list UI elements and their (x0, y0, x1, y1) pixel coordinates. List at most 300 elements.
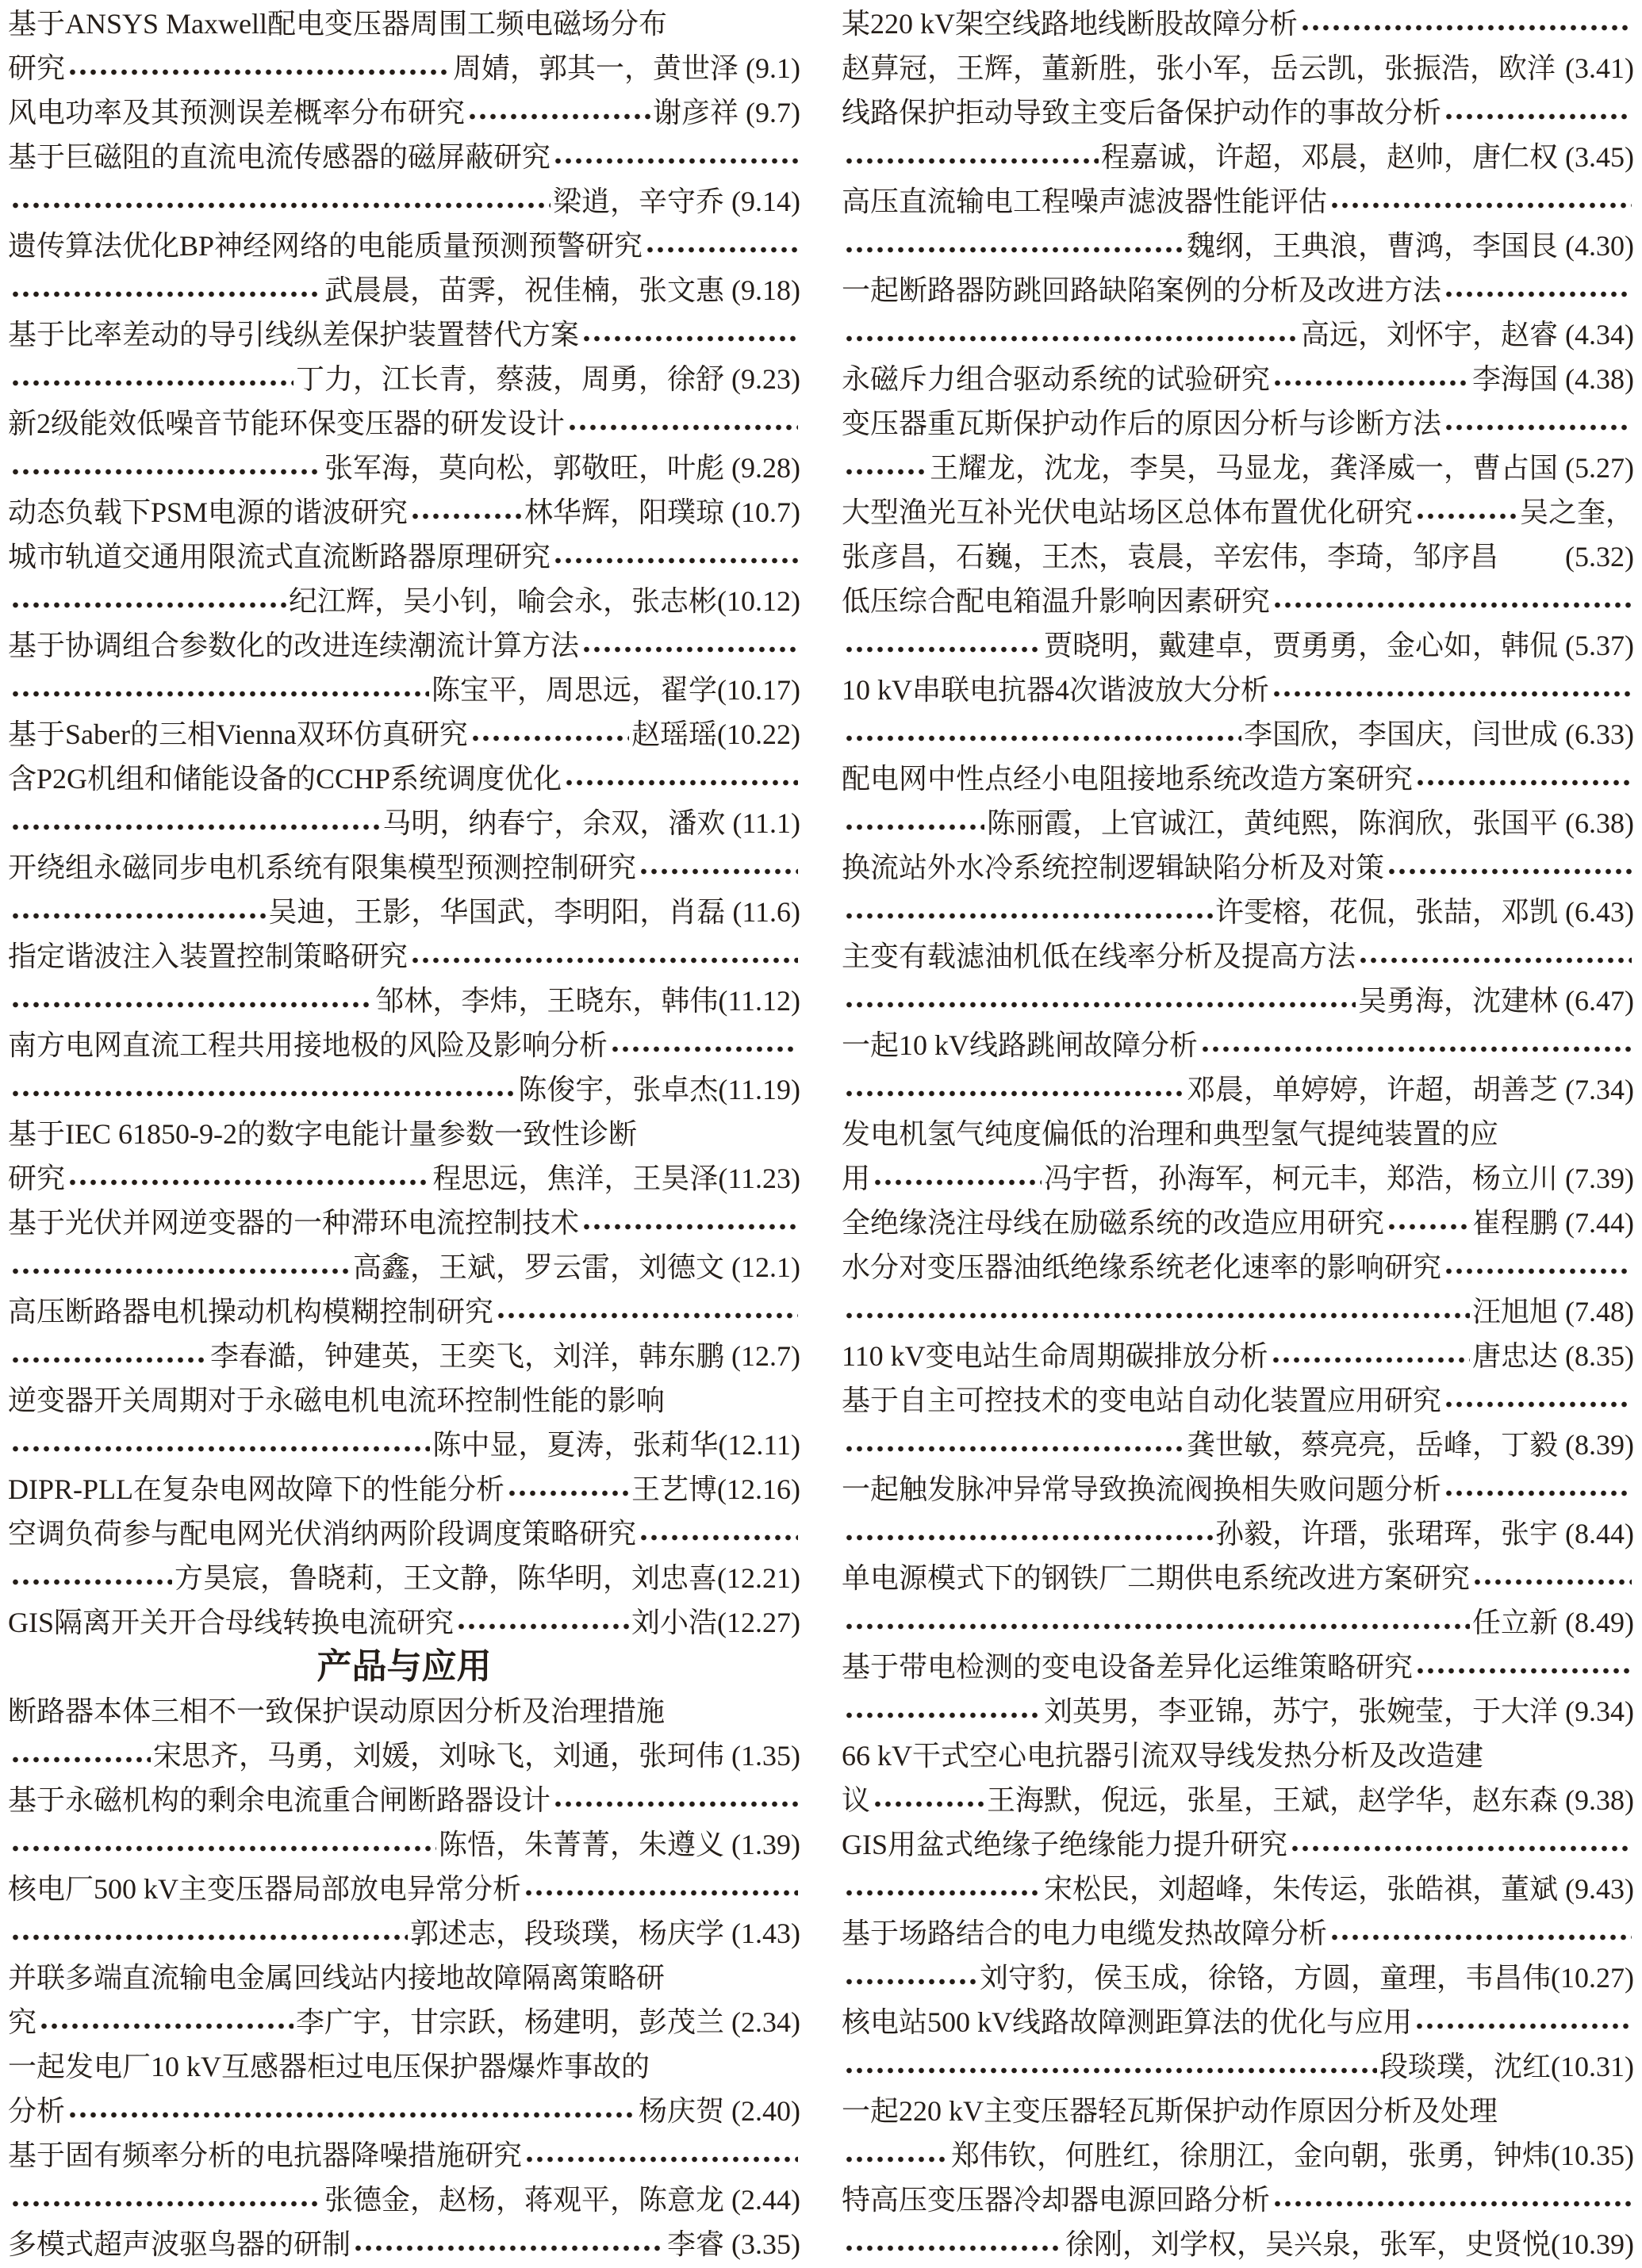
dot-leader (524, 1867, 798, 1911)
entry-authors-page: 马明，纳春宁，余双，潘欢 (11.1) (382, 807, 800, 839)
entry-text: 基于比率差动的导引线纵差保护装置替代方案 (8, 319, 580, 351)
toc-line (842, 1511, 1634, 1556)
entry-text: 永磁斥力组合驱动系统的试验研究 (842, 363, 1271, 395)
toc-line (842, 2, 1634, 46)
dot-leader (844, 2133, 949, 2178)
toc-line (8, 179, 800, 224)
toc-line (842, 1822, 1634, 1867)
toc-line (8, 224, 800, 268)
dot-leader (10, 446, 322, 490)
entry-authors-page: 任立新 (8.49) (1472, 1607, 1634, 1638)
dot-leader (10, 668, 429, 712)
dot-leader (1444, 401, 1632, 446)
entry-authors-page: 杨庆贺 (2.40) (639, 2095, 800, 2127)
dot-leader (10, 890, 266, 934)
entry-authors-page: 唐忠达 (8.35) (1472, 1340, 1634, 1372)
dot-leader (567, 401, 798, 446)
dot-leader (1272, 579, 1632, 623)
entry-text: 大型渔光互补光伏电站场区总体布置优化研究 (842, 496, 1414, 528)
entry-authors-page: 高鑫，王斌，罗云雷，刘德文 (12.1) (353, 1251, 800, 1283)
toc-line (8, 401, 800, 446)
entry-text: 基于永磁机构的剩余电流重合闸断路器设计 (8, 1784, 551, 1816)
dot-leader (1444, 268, 1632, 312)
entry-text: 一起10 kV线路跳闸故障分析 (842, 1029, 1198, 1061)
dot-leader (67, 1156, 430, 1201)
toc-line (8, 2, 800, 46)
entry-authors-page: 吴之奎， (1519, 496, 1634, 528)
toc-line (8, 312, 800, 357)
toc-line (842, 801, 1634, 845)
dot-leader (1300, 2, 1632, 46)
dot-leader (456, 1600, 629, 1645)
dot-leader (844, 623, 1042, 668)
entry-text: 66 kV干式空心电抗器引流双导线发热分析及改造建 (842, 1740, 1483, 1772)
entry-text: 遗传算法优化BP神经网络的电能质量预测预警研究 (8, 230, 643, 262)
dot-leader (467, 90, 650, 135)
toc-line (842, 179, 1634, 224)
entry-authors-page: 王艺博(12.16) (631, 1473, 800, 1505)
dot-leader (410, 490, 522, 534)
entry-authors-page: 宋松民，刘超峰，朱传运，张皓祺，董斌 (9.43) (1044, 1873, 1634, 1905)
dot-leader (844, 1600, 1470, 1645)
dot-leader (844, 135, 1099, 179)
dot-leader (564, 757, 798, 801)
dot-leader (581, 312, 798, 357)
dot-leader (353, 2222, 665, 2266)
dot-leader (10, 179, 551, 224)
toc-line (842, 2044, 1634, 2089)
dot-leader (1444, 90, 1632, 135)
dot-leader (524, 2133, 798, 2178)
toc-line (842, 2222, 1634, 2266)
toc-line (842, 46, 1634, 90)
entry-authors-page: 陈俊宇，张卓杰(11.19) (518, 1074, 800, 1105)
entry-authors-page: 高远，刘怀宇，赵睿 (4.34) (1301, 319, 1634, 351)
toc-line (842, 890, 1634, 934)
entry-authors-page: 李海国 (4.38) (1472, 363, 1634, 395)
spacer (1500, 2089, 1632, 2133)
toc-line (8, 1956, 800, 2000)
dot-leader (844, 712, 1241, 757)
dot-leader (844, 1511, 1213, 1556)
dot-leader (844, 1289, 1470, 1334)
entry-authors-page: 吴迪，王影，华国武，李明阳，肖磊 (11.6) (268, 896, 800, 928)
entry-authors-page: 龚世敏，蔡亮亮，岳峰，丁毅 (8.39) (1187, 1429, 1634, 1461)
toc-line (8, 1778, 800, 1822)
entry-authors-page: 魏纲，王典浪，曹鸿，李国艮 (4.30) (1187, 230, 1634, 262)
entry-text: 议 (842, 1784, 871, 1816)
entry-text: 核电站500 kV线路故障测距算法的优化与应用 (842, 2006, 1412, 2038)
toc-line (842, 623, 1634, 668)
entry-authors-page: 方昊宸，鲁晓莉，王文静，陈华明，刘忠喜(12.21) (175, 1562, 800, 1594)
toc-line (8, 1467, 800, 1511)
dot-leader (581, 623, 798, 668)
entry-text: 张彦昌，石巍，王杰，袁晨，辛宏伟，李琦，邹序昌 (842, 541, 1499, 573)
entry-authors-page: (5.32) (1565, 541, 1634, 573)
entry-text: 一起断路器防跳回路缺陷案例的分析及改进方法 (842, 274, 1442, 306)
entry-authors-page: 贾晓明，戴建卓，贾勇勇，金心如，韩侃 (5.37) (1044, 630, 1634, 661)
dot-leader (1271, 1334, 1470, 1378)
entry-text: 并联多端直流输电金属回线站内接地故障隔离策略研 (8, 1962, 666, 1994)
toc-line (842, 490, 1634, 534)
toc-line (842, 1778, 1634, 1822)
toc-line (842, 1423, 1634, 1467)
entry-text: 110 kV变电站生命周期碳排放分析 (842, 1340, 1268, 1372)
toc-line (842, 845, 1634, 890)
toc-line (8, 2000, 800, 2044)
toc-line (8, 1822, 800, 1867)
toc-line (842, 1956, 1634, 2000)
dot-leader (645, 224, 798, 268)
dot-leader (1444, 1467, 1632, 1511)
toc-line (8, 712, 800, 757)
dot-leader (844, 801, 984, 845)
dot-leader (1444, 1378, 1632, 1423)
toc-line (8, 801, 800, 845)
toc-line (842, 979, 1634, 1023)
entry-authors-page: 刘小浩(12.27) (631, 1607, 800, 1638)
entry-authors-page: 李睿 (3.35) (667, 2228, 800, 2260)
toc-line (8, 490, 800, 534)
toc-line (8, 2178, 800, 2222)
toc-line (842, 1467, 1634, 1511)
toc-line (8, 1245, 800, 1289)
entry-text: GIS隔离开关开合母线转换电流研究 (8, 1607, 455, 1638)
toc-line (8, 2133, 800, 2178)
entry-text: 特高压变压器冷却器电源回路分析 (842, 2184, 1271, 2216)
dot-leader (844, 446, 927, 490)
spacer (1558, 46, 1563, 90)
entry-text: 一起发电厂10 kV互感器柜过电压保护器爆炸事故的 (8, 2051, 650, 2082)
entry-authors-page: 陈中显，夏涛，张莉华(12.11) (432, 1429, 800, 1461)
dot-leader (1329, 179, 1632, 224)
toc-line (842, 1734, 1634, 1778)
entry-authors-page: 孙毅，许瑨，张珺珲，张宇 (8.44) (1215, 1518, 1634, 1550)
toc-line (842, 712, 1634, 757)
dot-leader (844, 312, 1299, 357)
toc-line (842, 2178, 1634, 2222)
entry-text: 基于ANSYS Maxwell配电变压器周围工频电磁场分布 (8, 8, 668, 40)
dot-leader (67, 2089, 636, 2133)
dot-leader (1414, 2000, 1632, 2044)
toc-line (842, 90, 1634, 135)
toc-line (8, 446, 800, 490)
toc-line (842, 1156, 1634, 1201)
entry-text: 基于IEC 61850-9-2的数字电能计量参数一致性诊断 (8, 1118, 637, 1150)
toc-line (8, 135, 800, 179)
entry-authors-page: 陈宝平，周思远，翟学(10.17) (432, 674, 800, 706)
dot-leader (1387, 845, 1632, 890)
entry-text: 究 (8, 2006, 37, 2038)
toc-line (842, 2089, 1634, 2133)
dot-leader (844, 1067, 1184, 1112)
spacer (667, 1956, 798, 2000)
entry-text: 风电功率及其预测误差概率分布研究 (8, 97, 466, 128)
spacer (669, 2, 798, 46)
spacer (667, 1689, 798, 1734)
toc-line (842, 579, 1634, 623)
dot-leader (10, 1067, 516, 1112)
toc-line (8, 623, 800, 668)
entry-text: 基于巨磁阻的直流电流传感器的磁屏蔽研究 (8, 141, 551, 173)
entry-authors-page: 崔程鹏 (7.44) (1472, 1207, 1634, 1239)
entry-text: 某220 kV架空线路地线断股故障分析 (842, 8, 1298, 40)
dot-leader (844, 979, 1356, 1023)
toc-line (842, 534, 1634, 579)
dot-leader (10, 357, 293, 401)
dot-leader (844, 1867, 1042, 1911)
dot-leader (844, 1423, 1184, 1467)
dot-leader (507, 1467, 629, 1511)
section-header-label: 产品与应用 (317, 1647, 492, 1686)
toc-line (8, 2044, 800, 2089)
dot-leader (10, 579, 286, 623)
entry-authors-page: 段琰璞，沈红(10.31) (1379, 2051, 1634, 2082)
toc-line (8, 1556, 800, 1600)
dot-leader (844, 1956, 977, 2000)
entry-authors-page: 冯宇哲，孙海军，柯元丰，郑浩，杨立川 (7.39) (1044, 1163, 1634, 1194)
toc-line (8, 90, 800, 135)
toc-line (842, 1556, 1634, 1600)
toc-line (8, 1867, 800, 1911)
entry-text: GIS用盆式绝缘子绝缘能力提升研究 (842, 1829, 1288, 1860)
toc-line (842, 1289, 1634, 1334)
toc-line (8, 1600, 800, 1645)
entry-text: 研究 (8, 52, 66, 84)
toc-line (842, 1201, 1634, 1245)
entry-authors-page: 王耀龙，沈龙，李昊，马显龙，龚泽威一，曹占国 (5.27) (930, 452, 1634, 484)
entry-text: 换流站外水冷系统控制逻辑缺陷分析及对策 (842, 852, 1385, 883)
toc-column-left (8, 2, 800, 2266)
dot-leader (1444, 1245, 1632, 1289)
entry-text: 分析 (8, 2095, 66, 2127)
toc-line (842, 1378, 1634, 1423)
entry-text: 动态负载下PSM电源的谐波研究 (8, 496, 409, 528)
entry-authors-page: 刘守豹，侯玉成，徐铬，方圆，童理，韦昌伟(10.27) (980, 1962, 1634, 1994)
entry-authors-page: 许雯榕，花侃，张喆，邓凯 (6.43) (1215, 896, 1634, 928)
entry-text: 基于固有频率分析的电抗器降噪措施研究 (8, 2140, 523, 2171)
dot-leader (610, 1023, 798, 1067)
entry-authors-page: 李广宇，甘宗跃，杨建明，彭茂兰 (2.34) (296, 2006, 800, 2038)
toc-line (842, 1645, 1634, 1689)
dot-leader (470, 712, 629, 757)
toc-line (842, 1689, 1634, 1734)
entry-authors-page: 纪江辉，吴小钊，喻会永，张志彬(10.12) (289, 585, 800, 617)
toc-line (8, 46, 800, 90)
entry-text: 10 kV串联电抗器4次谐波放大分析 (842, 674, 1269, 706)
entry-authors-page: 林华辉，阳璞琼 (10.7) (524, 496, 800, 528)
entry-authors-page: 赵瑶瑶(10.22) (631, 718, 800, 750)
toc-line (842, 668, 1634, 712)
toc-line (842, 2133, 1634, 2178)
entry-text: 配电网中性点经小电阻接地系统改造方案研究 (842, 763, 1414, 795)
entry-authors-page: 徐刚，刘学权，吴兴泉，张军，史贤悦(10.39) (1065, 2228, 1634, 2260)
dot-leader (873, 1156, 1042, 1201)
toc-line (8, 1689, 800, 1734)
entry-text: 高压直流输电工程噪声滤波器性能评估 (842, 186, 1328, 217)
dot-leader (639, 1511, 798, 1556)
dot-leader (10, 1822, 436, 1867)
entry-text: 低压综合配电箱温升影响因素研究 (842, 585, 1271, 617)
dot-leader (1290, 1822, 1632, 1867)
dot-leader (67, 46, 451, 90)
toc-line (842, 135, 1634, 179)
entry-authors-page: 周婧，郭其一，黄世泽 (9.1) (453, 52, 800, 84)
dot-leader (10, 1245, 351, 1289)
entry-authors-page: 程嘉诚，许超，邓晨，赵帅，唐仁权 (3.45) (1101, 141, 1634, 173)
toc-line (842, 1867, 1634, 1911)
entry-text: 一起220 kV主变压器轻瓦斯保护动作原因分析及处理 (842, 2095, 1498, 2127)
entry-text: 开绕组永磁同步电机系统有限集模型预测控制研究 (8, 852, 637, 883)
entry-text: 高压断路器电机操动机构模糊控制研究 (8, 1296, 494, 1327)
entry-authors-page: 武晨晨，苗霁，祝佳楠，张文惠 (9.18) (324, 274, 800, 306)
entry-authors-page: 宋思齐，马勇，刘媛，刘咏飞，刘通，张珂伟 (1.35) (153, 1740, 800, 1772)
toc-line (842, 224, 1634, 268)
entry-text: 基于带电检测的变电设备差异化运维策略研究 (842, 1651, 1414, 1683)
dot-leader (10, 2178, 322, 2222)
toc-line (842, 446, 1634, 490)
entry-text: 含P2G机组和储能设备的CCHP系统调度优化 (8, 763, 562, 795)
toc-line (8, 1023, 800, 1067)
toc-line (842, 268, 1634, 312)
entry-authors-page: 郭述志，段琰璞，杨庆学 (1.43) (410, 1917, 800, 1949)
dot-leader (410, 934, 798, 979)
toc-line (8, 1734, 800, 1778)
toc-line (8, 1112, 800, 1156)
dot-leader (1272, 668, 1632, 712)
dot-leader (10, 1734, 151, 1778)
entry-text: 多模式超声波驱鸟器的研制 (8, 2228, 351, 2260)
toc-line (8, 845, 800, 890)
spacer (1486, 1734, 1632, 1778)
spacer (1501, 1112, 1632, 1156)
dot-leader (1415, 757, 1632, 801)
entry-text: 研究 (8, 1163, 66, 1194)
toc-line (8, 1423, 800, 1467)
entry-authors-page: 汪旭旭 (7.48) (1472, 1296, 1634, 1327)
toc-line (8, 979, 800, 1023)
entry-text: 基于自主可控技术的变电站自动化装置应用研究 (842, 1385, 1442, 1416)
section-header (8, 1645, 800, 1689)
entry-authors-page: 王海默，倪远，张星，王斌，赵学华，赵东森 (9.38) (987, 1784, 1634, 1816)
toc-line (842, 1334, 1634, 1378)
entry-authors-page: 李国欣，李国庆，闫世成 (6.33) (1244, 718, 1634, 750)
entry-authors-page: 张军海，莫向松，郭敬旺，叶彪 (9.28) (324, 452, 800, 484)
toc-line (8, 579, 800, 623)
dot-leader (844, 2044, 1377, 2089)
toc-line (8, 1378, 800, 1423)
dot-leader (844, 2222, 1063, 2266)
entry-text: 单电源模式下的钢铁厂二期供电系统改进方案研究 (842, 1562, 1471, 1594)
entry-authors-page: 邹林，李炜，王晓东，韩伟(11.12) (375, 985, 800, 1017)
toc-line (8, 1911, 800, 1956)
dot-leader (553, 135, 798, 179)
toc-line (8, 2222, 800, 2266)
toc-line (842, 757, 1634, 801)
toc-line (842, 1245, 1634, 1289)
toc-line (8, 668, 800, 712)
dot-leader (581, 1201, 798, 1245)
spacer (652, 2044, 798, 2089)
entry-authors-page: 刘英男，李亚锦，苏宁，张婉莹，于大洋 (9.34) (1044, 1695, 1634, 1727)
dot-leader (873, 1778, 984, 1822)
toc-line (842, 2000, 1634, 2044)
entry-text: 新2级能效低噪音节能环保变压器的研发设计 (8, 408, 566, 439)
spacer (1501, 534, 1563, 579)
entry-text: 主变有载滤油机低在线率分析及提高方法 (842, 941, 1356, 972)
dot-leader (1272, 357, 1470, 401)
toc-line (842, 1911, 1634, 1956)
entry-text: 城市轨道交通用限流式直流断路器原理研究 (8, 541, 551, 573)
toc-line (842, 1067, 1634, 1112)
dot-leader (844, 224, 1184, 268)
dot-leader (10, 268, 322, 312)
dot-leader (1272, 2178, 1632, 2222)
entry-authors-page: (3.41) (1565, 52, 1634, 84)
entry-authors-page: 张德金，赵杨，蒋观平，陈意龙 (2.44) (324, 2184, 800, 2216)
entry-text: 空调负荷参与配电网光伏消纳两阶段调度策略研究 (8, 1518, 637, 1550)
toc-line (842, 1023, 1634, 1067)
entry-text: 赵萛冠，王辉，董新胜，张小军，岳云凯，张振浩，欧洋 (842, 52, 1556, 84)
entry-text: 用 (842, 1163, 871, 1194)
dot-leader (844, 890, 1213, 934)
dot-leader (639, 845, 798, 890)
entry-text: 线路保护拒动导致主变后备保护动作的事故分析 (842, 97, 1442, 128)
entry-authors-page: 丁力，江长青，蔡菠，周勇，徐舒 (9.23) (296, 363, 800, 395)
toc-line (842, 401, 1634, 446)
dot-leader (10, 1556, 172, 1600)
toc-column-right (842, 2, 1634, 2266)
entry-authors-page: 郑伟钦，何胜红，徐朋江，金向朝，张勇，钟炜(10.35) (951, 2140, 1634, 2171)
dot-leader (1387, 1201, 1470, 1245)
entry-text: 变压器重瓦斯保护动作后的原因分析与诊断方法 (842, 408, 1442, 439)
toc-line (8, 1289, 800, 1334)
toc-line (8, 1511, 800, 1556)
entry-authors-page: 陈丽霞，上官诚江，黄纯熙，陈润欣，张国平 (6.38) (987, 807, 1634, 839)
toc-line (842, 312, 1634, 357)
entry-text: 南方电网直流工程共用接地极的风险及影响分析 (8, 1029, 608, 1061)
dot-leader (553, 534, 798, 579)
entry-text: 基于协调组合参数化的改进连续潮流计算方法 (8, 630, 580, 661)
entry-text: 基于Saber的三相Vienna双环仿真研究 (8, 718, 468, 750)
dot-leader (1415, 490, 1517, 534)
toc-line (8, 268, 800, 312)
entry-text: DIPR-PLL在复杂电网故障下的性能分析 (8, 1473, 505, 1505)
toc-line (842, 357, 1634, 401)
spacer (639, 1112, 798, 1156)
dot-leader (553, 1778, 798, 1822)
entry-text: 断路器本体三相不一致保护误动原因分析及治理措施 (8, 1695, 666, 1727)
entry-text: 发电机氢气纯度偏低的治理和典型氢气提纯装置的应 (842, 1118, 1499, 1150)
entry-text: 基于光伏并网逆变器的一种滞环电流控制技术 (8, 1207, 580, 1239)
dot-leader (10, 801, 380, 845)
toc-line (8, 2089, 800, 2133)
toc-line (8, 757, 800, 801)
toc-line (842, 1112, 1634, 1156)
dot-leader (1415, 1645, 1632, 1689)
dot-leader (1472, 1556, 1632, 1600)
entry-text: 全绝缘浇注母线在励磁系统的改造应用研究 (842, 1207, 1385, 1239)
dot-leader (844, 1689, 1042, 1734)
toc-line (8, 1067, 800, 1112)
entry-authors-page: 陈悟，朱菁菁，朱遵义 (1.39) (439, 1829, 800, 1860)
dot-leader (1200, 1023, 1632, 1067)
toc-line (8, 1201, 800, 1245)
entry-authors-page: 邓晨，单婷婷，许超，胡善芝 (7.34) (1187, 1074, 1634, 1105)
toc-line (8, 934, 800, 979)
entry-text: 基于场路结合的电力电缆发热故障分析 (842, 1917, 1328, 1949)
entry-text: 逆变器开关周期对于永磁电机电流环控制性能的影响 (8, 1385, 666, 1416)
